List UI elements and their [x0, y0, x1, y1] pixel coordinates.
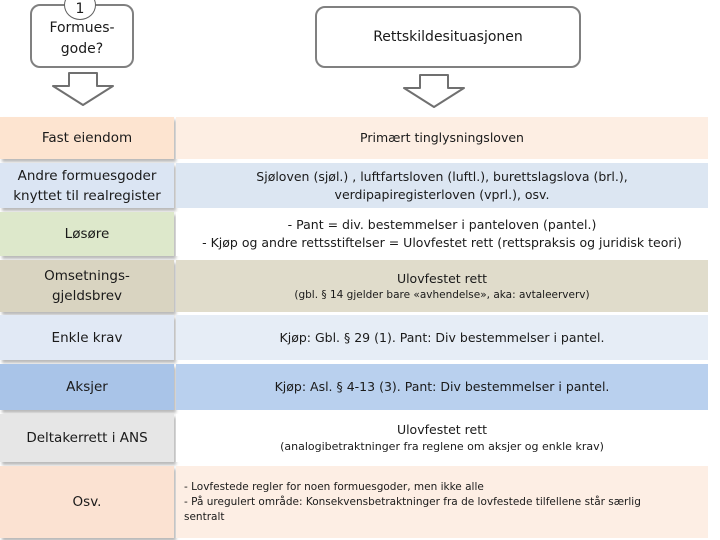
goods-cell: [0, 315, 174, 360]
legal-source-line: - Lovfestede regler for noen formuesgoder, men ikke alle: [184, 480, 484, 493]
goods-cell: [0, 212, 174, 256]
goods-cell: [0, 117, 174, 159]
legal-source-cell: [176, 414, 708, 462]
legal-source-line: (analogibetraktninger fra reglene om aksjer og enkle krav): [280, 440, 604, 453]
legal-source-cell: [176, 466, 708, 538]
goods-question-line2: gode?: [60, 41, 104, 57]
goods-cell-line: Osv.: [72, 494, 102, 510]
goods-cell-line: Deltakerrett i ANS: [26, 430, 148, 446]
down-arrow-icon: [51, 72, 115, 106]
goods-cell: [0, 260, 174, 312]
legal-source-line: (gbl. § 14 gjelder bare «avhendelse», aka: avtaleerverv): [294, 288, 590, 301]
legal-source-line: - Pant = div. bestemmelser i panteloven (pantel.): [287, 217, 597, 232]
goods-cell-line: Løsøre: [64, 226, 110, 242]
goods-cell-line: Enkle krav: [51, 329, 123, 346]
goods-cell: [0, 466, 174, 538]
legal-source-line: Sjøloven (sjøl.) , luftfartsloven (luftl.), burettslagslova (brl.),: [256, 168, 628, 184]
legal-source-line: - På uregulert område: Konsekvensbetraktninger fra de lovfestede tilfellene står særlig: [184, 495, 641, 508]
legal-source-cell: [176, 212, 708, 256]
legal-source-cell: [176, 315, 708, 360]
goods-cell-line: Andre formuesgoder: [17, 167, 157, 184]
goods-cell: [0, 163, 174, 208]
goods-cell: [0, 364, 174, 410]
goods-question-line1: Formues-: [49, 20, 115, 36]
down-arrow-icon: [402, 74, 466, 108]
legal-source-line: Ulovfestet rett: [396, 270, 488, 286]
legal-source-line: verdipapiregisterloven (vprl.), osv.: [334, 186, 550, 202]
goods-cell-line: Aksjer: [66, 379, 108, 395]
legal-source-cell: [176, 163, 708, 208]
step-number-badge: 1: [64, 0, 96, 20]
legal-source-line: Kjøp: Asl. § 4-13 (3). Pant: Div bestemmelser i pantel.: [274, 379, 610, 394]
legal-source-line: sentralt: [184, 510, 225, 523]
goods-cell: [0, 414, 174, 462]
legal-source-line: Primært tinglysningsloven: [360, 130, 524, 145]
goods-cell-line: knyttet til realregister: [13, 187, 161, 204]
legal-source-line: Ulovfestet rett: [396, 422, 488, 437]
legal-source-line: Kjøp: Gbl. § 29 (1). Pant: Div bestemmelser i pantel.: [279, 329, 605, 345]
legal-source-line: - Kjøp og andre rettsstiftelser = Ulovfestet rett (rettspraksis og juridisk teori): [202, 235, 682, 250]
legal-source-cell: [176, 260, 708, 312]
legal-sources-box: [315, 6, 581, 68]
goods-cell-line: Fast eiendom: [41, 130, 133, 146]
legal-sources-title: Rettskildesituasjonen: [373, 29, 523, 45]
legal-source-cell: [176, 364, 708, 410]
goods-cell-line: gjeldsbrev: [51, 288, 123, 304]
legal-source-cell: [176, 117, 708, 159]
goods-cell-line: Omsetnings-: [44, 268, 130, 284]
